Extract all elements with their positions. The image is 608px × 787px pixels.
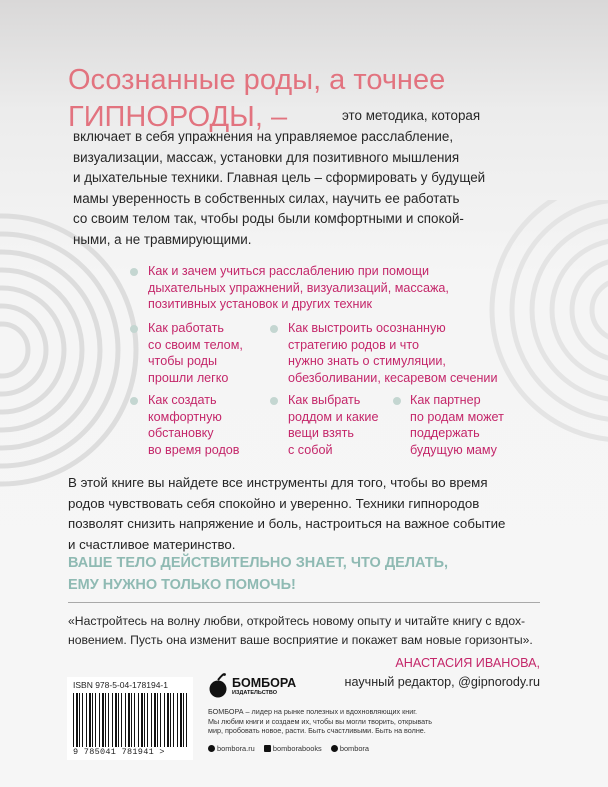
- website-link[interactable]: bombora.ru: [217, 744, 255, 753]
- publisher-about: БОМБОРА – лидер на рынке полезных и вдохновляющих книг. Мы любим книги и создаем их, чтобы вы могли творить, открывать мир, пробовать новое, расти. Быть счастливыми. Быть на волне.: [208, 707, 432, 735]
- globe-icon: [208, 745, 215, 752]
- barcode-block: [67, 677, 193, 760]
- bullet-breathing: Как и зачем учиться расслаблению при помощи дыхательных упражнений, визуализаций, массажа, позитивных установок и других техник: [148, 264, 449, 311]
- author-role: научный редактор, @gipnorody.ru: [344, 675, 540, 689]
- callout: ВАШЕ ТЕЛО ДЕЙСТВИТЕЛЬНО ЗНАЕТ, ЧТО ДЕЛАТЬ, ЕМУ НУЖНО ТОЛЬКО ПОМОЧЬ!: [68, 555, 449, 593]
- bullet-dot: [270, 325, 278, 333]
- bullet-partner: Как партнер по родам может поддержать будущую маму: [410, 393, 504, 457]
- barcode: [73, 693, 187, 747]
- bullet-dot: [130, 397, 138, 405]
- vk-link[interactable]: bomborabooks: [272, 744, 322, 753]
- publisher-tagline: ИЗДАТЕЛЬСТВО: [232, 690, 278, 696]
- bullet-dot: [130, 325, 138, 333]
- isbn: ISBN 978-5-04-178194-1: [73, 680, 168, 690]
- vk-icon: [264, 745, 271, 752]
- author-name: АНАСТАСИЯ ИВАНОВА,: [395, 656, 540, 670]
- barcode-digits: 9 785041 781941 >: [73, 747, 165, 757]
- bullet-hospital: Как выбрать роддом и какие вещи взять с собой: [288, 393, 379, 457]
- bullet-dot: [393, 397, 401, 405]
- telegram-link[interactable]: bombora: [339, 744, 369, 753]
- bullet-body: Как работать со своим телом, чтобы роды прошли легко: [148, 321, 243, 385]
- publisher-links: [208, 744, 369, 754]
- headline: Осознанные роды, а точнее ГИПНОРОДЫ, –: [68, 64, 446, 133]
- bullet-dot: [270, 397, 278, 405]
- bullet-strategy: Как выстроить осознанную стратегию родов и что нужно знать о стимуляции, обезболивании, кесаревом сечении: [288, 321, 498, 385]
- publisher-logo: [208, 673, 328, 701]
- bullet-environment: Как создать комфортную обстановку во время родов: [148, 393, 240, 457]
- telegram-icon: [331, 745, 338, 752]
- bombora-logo-icon: [208, 673, 228, 699]
- body-paragraph: В этой книге вы найдете все инструменты для того, чтобы во время родов чувствовать себя спокойно и уверенно. Техники гипнородов позволят снизить напряжение и боль, настроиться на важное событие и счастливое материнство.: [68, 475, 506, 552]
- quote-author: [345, 654, 540, 692]
- intro-text: включает в себя упражнения на управляемое расслабление, визуализации, массаж, установки для позитивного мышления и дыхательные техники. Главная цель – сформировать у будущей мамы уверенность в собственных силах, научить ее работать со своим телом так, чтобы роды были комфортными и спокой- ными, а не травмирующими.: [73, 129, 486, 247]
- divider: [68, 602, 540, 603]
- bullet-dot: [130, 268, 138, 276]
- intro-line-first: это методика, которая: [342, 108, 481, 123]
- quote: «Настройтесь на волну любви, откройтесь новому опыту и читайте книгу с вдох- новением. Пусть она изменит ваше восприятие и покажет вам новые горизонты».: [68, 614, 533, 647]
- publisher-name: БОМБОРА: [232, 676, 297, 690]
